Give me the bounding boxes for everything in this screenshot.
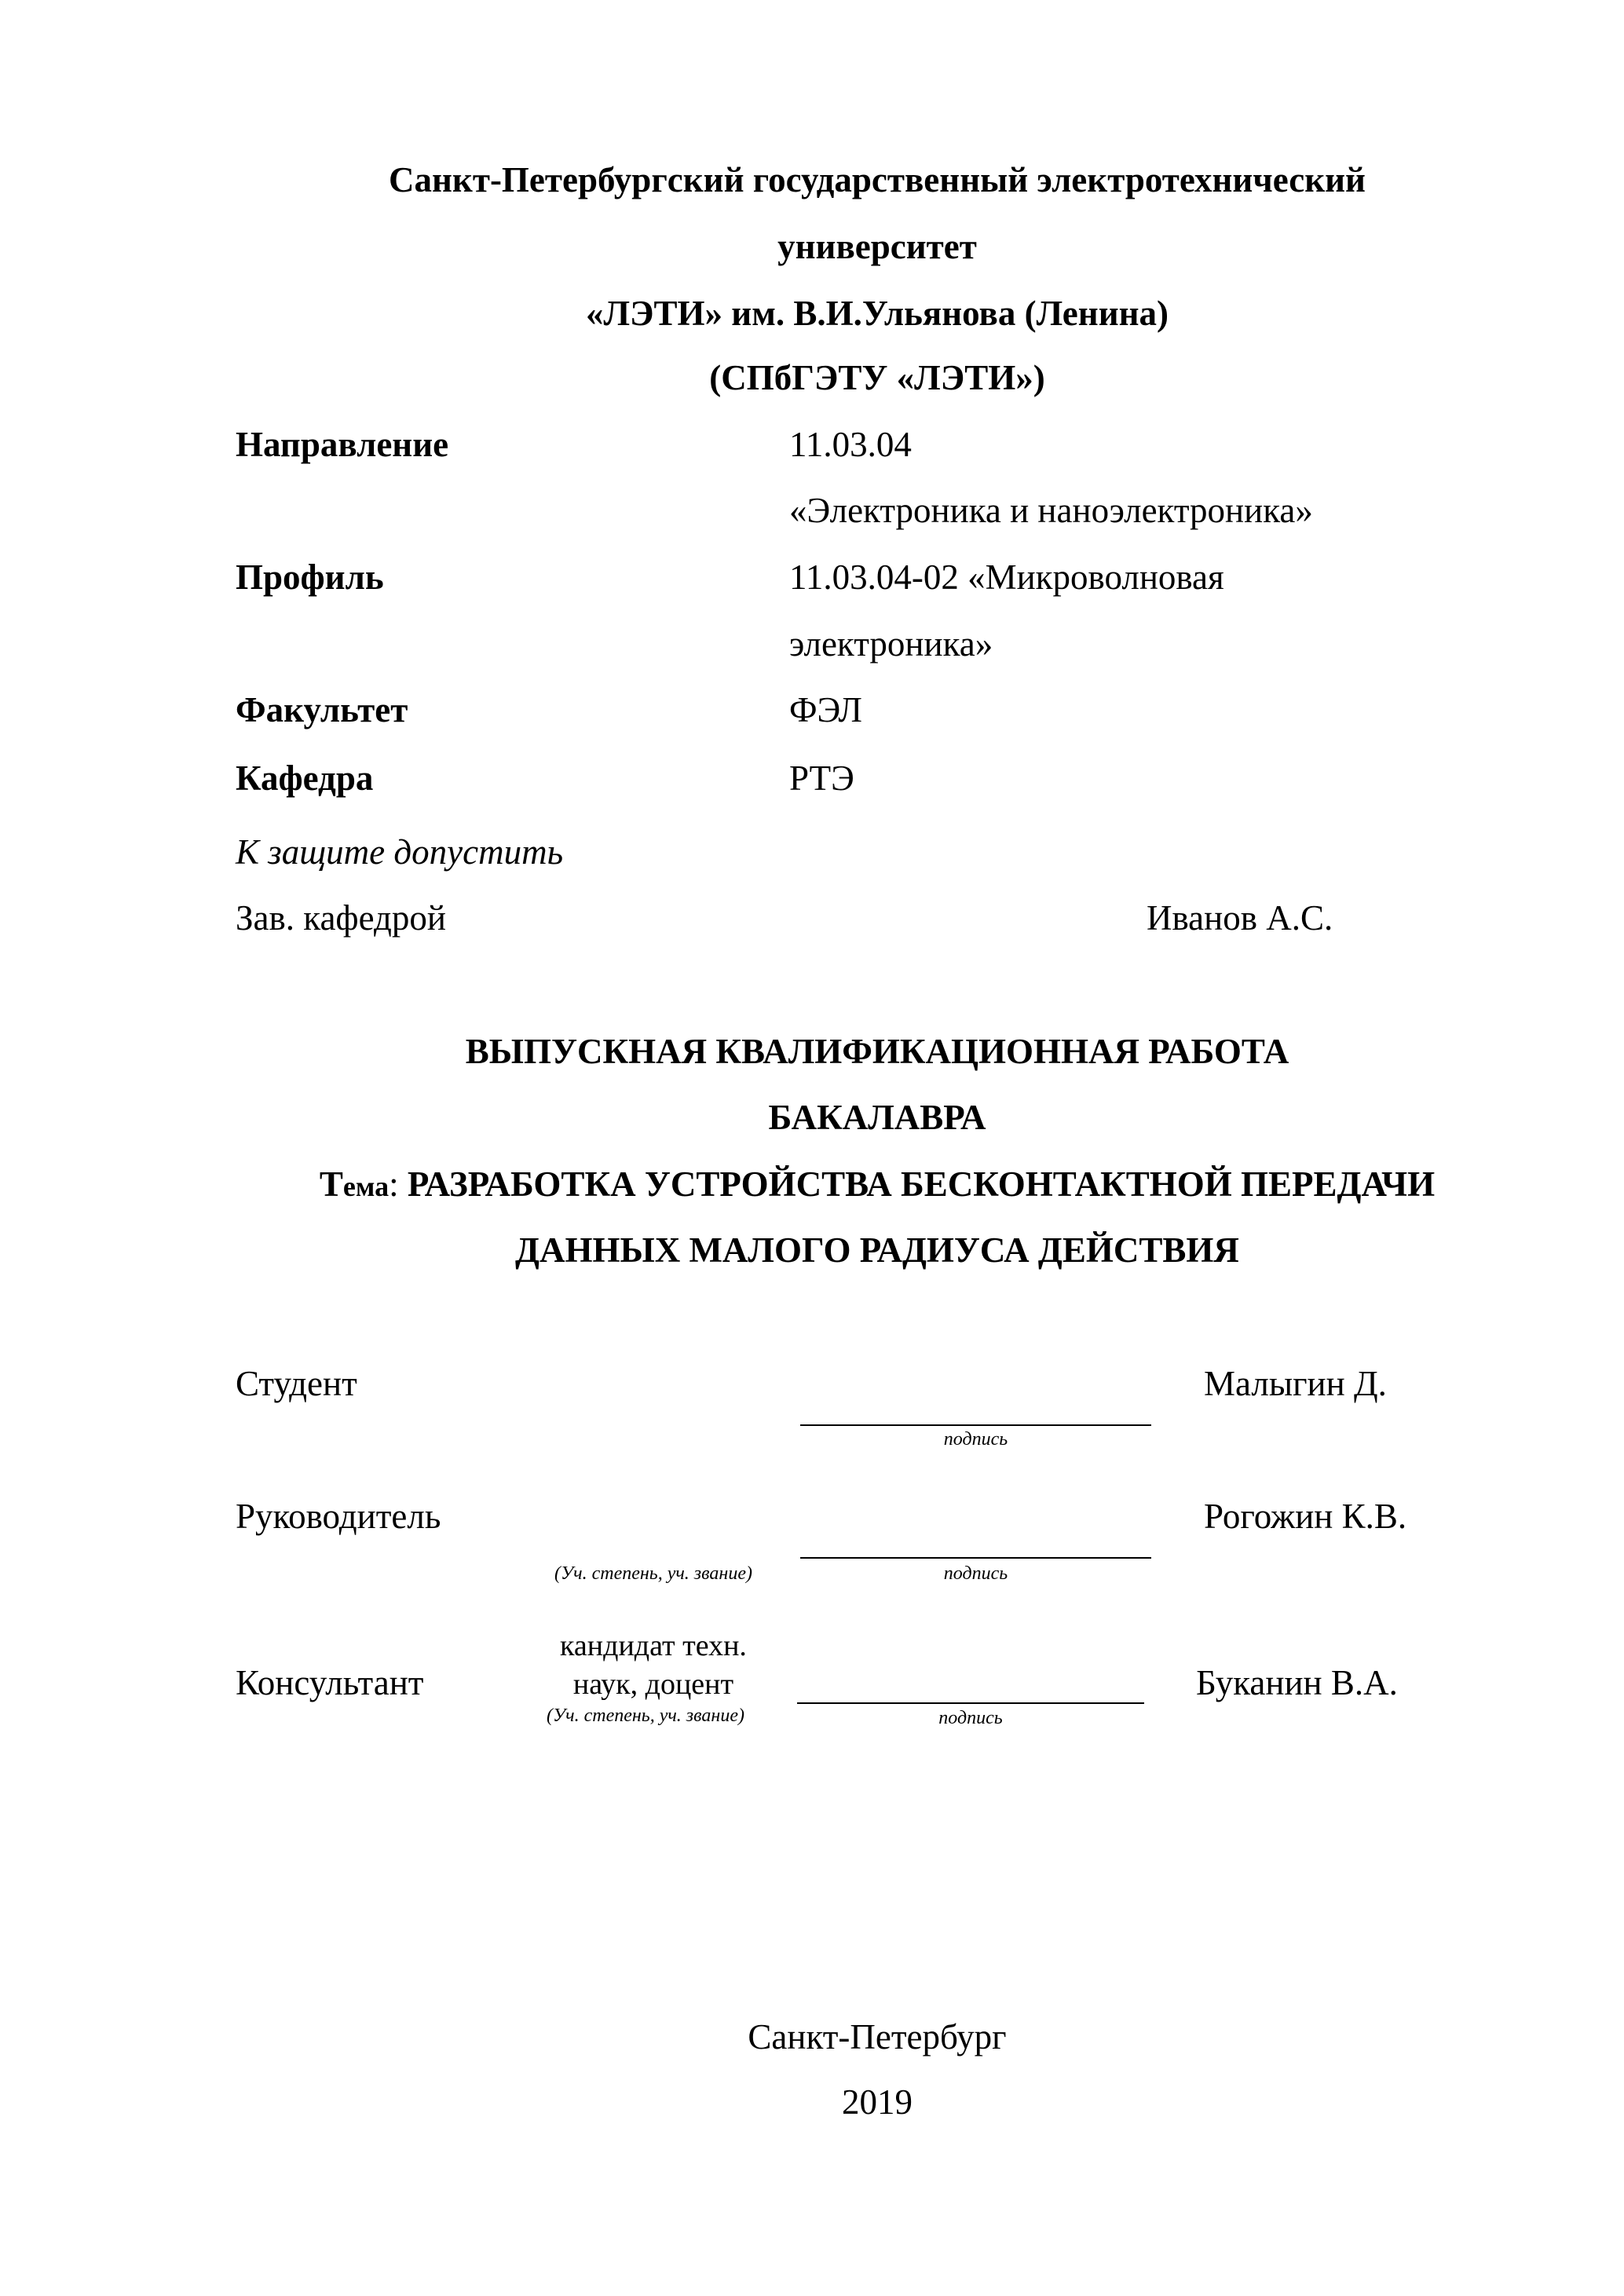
- university-name-line3: «ЛЭТИ» им. В.И.Ульянова (Ленина): [585, 294, 1169, 333]
- consultant-signature-line: [797, 1702, 1144, 1704]
- head-of-department-label: Зав. кафедрой: [236, 898, 446, 938]
- topic-line1: [236, 1162, 1519, 1208]
- year: 2019: [842, 2082, 913, 2122]
- supervisor-signature-caption: подпись: [943, 1563, 1008, 1584]
- student-label: Студент: [236, 1364, 357, 1403]
- profile-label: Профиль: [236, 558, 384, 597]
- university-name-line2: университет: [777, 227, 977, 266]
- student-signature-line: [800, 1424, 1151, 1426]
- faculty-value: ФЭЛ: [789, 690, 862, 729]
- profile-value-line1: 11.03.04-02 «Микроволновая: [789, 558, 1224, 597]
- faculty-label: Факультет: [236, 690, 408, 729]
- profile-value-line2: электроника»: [789, 624, 993, 664]
- student-signature-caption: подпись: [943, 1429, 1008, 1450]
- department-value: РТЭ: [789, 759, 854, 798]
- topic-prefix: Тема:: [319, 1164, 399, 1204]
- student-name: Малыгин Д.: [1204, 1364, 1387, 1403]
- admit-to-defense: К защите допустить: [236, 832, 564, 872]
- consultant-name: Буканин В.А.: [1196, 1663, 1398, 1702]
- supervisor-name: Рогожин К.В.: [1204, 1497, 1407, 1536]
- university-name-line1: Санкт-Петербургский государственный электротехнический: [388, 160, 1366, 199]
- consultant-degree-caption: (Уч. степень, уч. звание): [547, 1706, 744, 1726]
- supervisor-signature-line: [800, 1557, 1151, 1559]
- consultant-degree-line1: кандидат техн.: [560, 1629, 747, 1662]
- head-of-department-name: Иванов А.С.: [1147, 898, 1333, 938]
- direction-label: Направление: [236, 425, 449, 464]
- work-title-line2: БАКАЛАВРА: [768, 1098, 986, 1137]
- consultant-degree-line2: наук, доцент: [572, 1668, 734, 1701]
- consultant-signature-caption: подпись: [938, 1708, 1003, 1728]
- consultant-label: Консультант: [236, 1663, 424, 1702]
- topic-line2: ДАННЫХ МАЛОГО РАДИУСА ДЕЙСТВИЯ: [515, 1230, 1239, 1270]
- university-abbrev: (СПбГЭТУ «ЛЭТИ»): [709, 358, 1045, 397]
- direction-value-name: «Электроника и наноэлектроника»: [789, 491, 1313, 530]
- direction-value-code: 11.03.04: [789, 425, 912, 464]
- topic-text-line1: РАЗРАБОТКА УСТРОЙСТВА БЕСКОНТАКТНОЙ ПЕРЕДАЧИ: [398, 1164, 1436, 1204]
- supervisor-degree-caption: (Уч. степень, уч. звание): [554, 1563, 752, 1584]
- city: Санкт-Петербург: [748, 2017, 1007, 2057]
- supervisor-label: Руководитель: [236, 1497, 441, 1536]
- work-title-line1: ВЫПУСКНАЯ КВАЛИФИКАЦИОННАЯ РАБОТА: [465, 1032, 1289, 1071]
- department-label: Кафедра: [236, 759, 374, 798]
